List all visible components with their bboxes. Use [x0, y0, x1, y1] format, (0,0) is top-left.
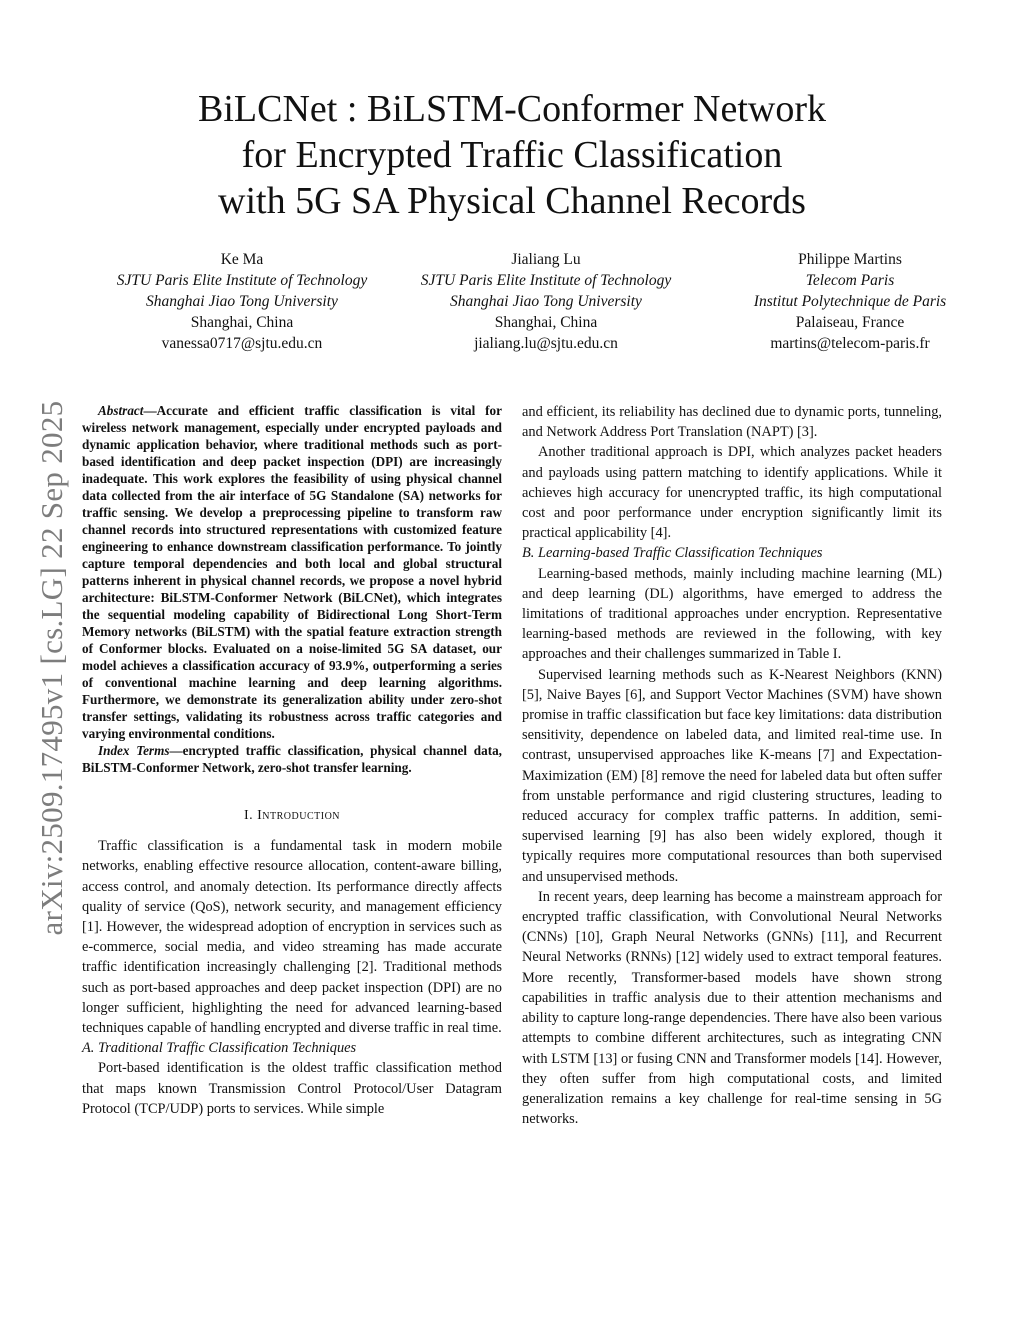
author-email: jialiang.lu@sjtu.edu.cn	[474, 335, 618, 352]
author-location: Shanghai, China	[190, 314, 294, 331]
author-email: vanessa0717@sjtu.edu.cn	[161, 335, 323, 352]
subsection-a-paragraph-1: Port-based identification is the oldest traffic classification method that maps known Transmission Control Protocol/User Datagram Protocol (TCP/UDP) ports to services. While simple	[82, 1060, 502, 1117]
subsection-b-paragraph-3: In recent years, deep learning has become a mainstream approach for encrypted traffic classification, with Convolutional Neural Networks (CNNs) [10], Graph Neural Networks (GNNs) [11], and Recurrent Neural Networks (RNNs) [12] widely used to extract temporal features. More recently, Transformer-based models have shown strong capabilities in traffic analysis due to their attention mechanisms and ability to capture long-range dependencies. There have also been various attempts to combine different architectures, such as integrating CNN with LSTM [13] or fusing CNN and Transformer models [14]. However, they often suffer from high computational costs, and limited generalization remains a key challenge for real-time sensing in 5G networks.	[522, 888, 942, 1128]
author-affiliation: Shanghai Jiao Tong University	[146, 293, 338, 310]
author-name: Philippe Martins	[798, 251, 902, 268]
subsection-heading-a: A. Traditional Traffic Classification Techniques	[82, 1040, 357, 1057]
title-line-2: for Encrypted Traffic Classification	[241, 134, 783, 176]
subsection-b-paragraph-1: Learning-based methods, mainly including machine learning (ML) and deep learning (DL) algorithms, have emerged to address the limitations of traditional approaches under encryption. Representative learning-based methods are reviewed in the following, with key approaches and their challenges summarized in Table I.	[522, 565, 942, 663]
section-number: I.	[243, 808, 254, 823]
title-line-3: with 5G SA Physical Channel Records	[218, 180, 806, 222]
subsection-heading-b: B. Learning-based Traffic Classification Techniques	[522, 545, 823, 562]
author-name: Jialiang Lu	[511, 251, 581, 268]
abstract-text: Accurate and efficient traffic classification is vital for wireless network management, especially under encrypted payloads and dynamic application behavior, where traditional methods such as port-based identification and deep packet inspection (DPI) are increasingly inadequate. This work explores the feasibility of using physical channel data collected from the air interface of 5G Standalone (SA) networks for traffic sensing. We develop a preprocessing pipeline to transform raw channel records into structured representations with customized feature engineering to enhance downstream classification performance. To jointly capture temporal dependencies and both local and global structural patterns inherent in physical channel records, we propose a novel hybrid architecture: BiLSTM-Conformer Network (BiLCNet), which integrates the sequential modeling capability of Bidirectional Long Short-Term Memory networks (BiLSTM) with the spatial feature extraction strength of Conformer blocks. Evaluated on a noise-limited 5G SA dataset, our model achieves a classification accuracy of 93.9%, outperforming a series of conventional machine learning and deep learning algorithms. Furthermore, we demonstrate its generalization ability under zero-shot transfer settings, validating its robustness across traffic categories and varying environmental conditions.	[82, 403, 502, 741]
arxiv-identifier: arXiv:2509.17495v1 [cs.LG] 22 Sep 2025	[34, 400, 69, 936]
author-affiliation: Shanghai Jiao Tong University	[450, 293, 642, 310]
index-terms-text: encrypted traffic classification, physical channel data, BiLSTM-Conformer Network, zero-shot transfer learning.	[82, 743, 502, 775]
author-location: Shanghai, China	[494, 314, 598, 331]
subsection-a-paragraph-1-continued: and efficient, its reliability has declined due to dynamic ports, tunneling, and Network Address Port Translation (NAPT) [3].	[522, 404, 942, 441]
section-title: Introduction	[257, 808, 341, 823]
subsection-b-paragraph-2: Supervised learning methods such as K-Nearest Neighbors (KNN) [5], Naive Bayes [6], and Support Vector Machines (SVM) have shown promise in traffic classification but face key limitations: data distribution sensitivity, dependence on labeled data, and limited real-time use. In contrast, unsupervised approaches like K-means [7] and Expectation-Maximization (EM) [8] remove the need for labeled data but often suffer from unstable performance and rigid clustering structures, leading to reduced accuracy for complex traffic patterns. In addition, semi-supervised learning [9] has also been widely explored, though it typically requires more computational resources than both supervised and unsupervised methods.	[522, 666, 942, 885]
title-line-1: BiLCNet : BiLSTM-Conformer Network	[198, 88, 826, 130]
left-column	[82, 402, 502, 1119]
author-affiliation: Institut Polytechnique de Paris	[753, 293, 947, 310]
right-column	[522, 402, 942, 1129]
author-email: martins@telecom-paris.fr	[770, 335, 930, 352]
author-block-2	[396, 249, 696, 354]
author-affiliation: SJTU Paris Elite Institute of Technology	[420, 272, 672, 289]
paper-title	[0, 86, 1024, 224]
author-block-1	[92, 249, 392, 354]
author-affiliation: SJTU Paris Elite Institute of Technology	[116, 272, 368, 289]
index-terms-label: Index Terms	[98, 743, 170, 758]
subsection-a-paragraph-2: Another traditional approach is DPI, which analyzes packet headers and payloads using pattern matching to identify applications. While it achieves high accuracy for unencrypted traffic, its high computational cost and poor performance under encryption significantly limit its practical applicability [4].	[522, 444, 942, 542]
author-affiliation: Telecom Paris	[805, 272, 895, 289]
intro-paragraph: Traffic classification is a fundamental task in modern mobile networks, enabling effective resource allocation, content-aware billing, access control, and anomaly detection. Its performance directly affects quality of service (QoS), network security, and management efficiency [1]. However, the widespread adoption of encryption in services such as e-commerce, social media, and video streaming has made accurate traffic identification increasingly challenging [2]. Traditional methods such as port-based approaches and deep packet inspection (DPI) are no longer sufficient, highlighting the need for advanced learning-based techniques capable of handling encrypted and diverse traffic in real time.	[82, 838, 502, 1037]
abstract-label: Abstract	[98, 403, 144, 418]
author-name: Ke Ma	[220, 251, 264, 268]
abstract: Abstract—Accurate and efficient traffic classification is vital for wireless network management, especially under encrypted payloads and dynamic application behavior, where traditional methods such as port-based identification and deep packet inspection (DPI) are increasingly inadequate. This work explores the feasibility of using physical channel data collected from the air interface of 5G Standalone (SA) networks for traffic sensing. We develop a preprocessing pipeline to transform raw channel records into structured representations with customized feature engineering to enhance downstream classification performance. To jointly capture temporal dependencies and both local and global structural patterns inherent in physical channel records, we propose a novel hybrid architecture: BiLSTM-Conformer Network (BiLCNet), which integrates the sequential modeling capability of Bidirectional Long Short-Term Memory networks (BiLSTM) with the spatial feature extraction strength of Conformer blocks. Evaluated on a noise-limited 5G SA dataset, our model achieves a classification accuracy of 93.9%, outperforming a series of conventional machine learning and deep learning algorithms. Furthermore, we demonstrate its generalization ability under zero-shot transfer settings, validating its robustness across traffic categories and varying environmental conditions.	[82, 403, 502, 741]
index-terms: Index Terms—encrypted traffic classification, physical channel data, BiLSTM-Conformer Network, zero-shot transfer learning.	[82, 743, 502, 775]
author-block-3	[700, 249, 1000, 354]
author-location: Palaiseau, France	[795, 314, 905, 331]
section-heading-introduction	[82, 806, 502, 826]
